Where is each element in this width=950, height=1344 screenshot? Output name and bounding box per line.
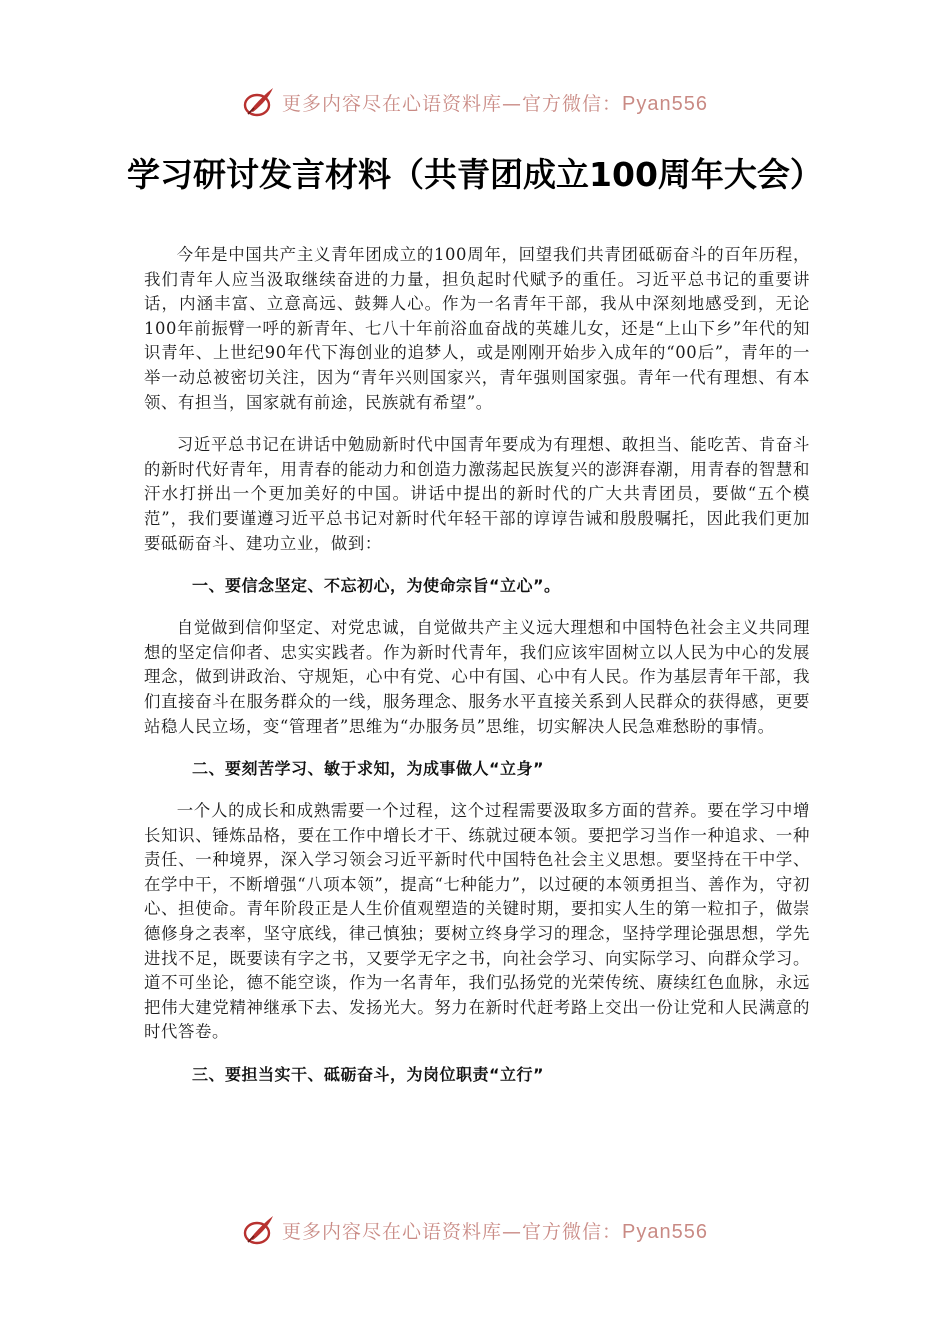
section-body-2: 一个人的成长和成熟需要一个过程，这个过程需要汲取多方面的营养。要在学习中增长知识、锤炼品格，要在工作中增长才干、练就过硬本领。要把学习当作一种追求、一种责任、一种境界，深入学习领会习近平新时代中国特色社会主义思想。要坚持在干中学、在学中干，不断增强“八项本领”，提高“七种能力”，以过硬的本领勇担当、善作为，守初心、担使命。青年阶段正是人生价值观塑造的关键时期，要扣实人生的第一粒扣子，做崇德修身之表率，坚守底线，律己慎独；要树立终身学习的理念，坚持学理论强思想，学先进找不足，既要读有字之书，又要学无字之书，向社会学习、向实际学习、向群众学习。道不可坐论，德不能空谈，作为一名青年，我们弘扬党的光荣传统、赓续红色血脉，永远把伟大建党精神继承下去、发扬光大。努力在新时代赶考路上交出一份让党和人民满意的时代答卷。 [144, 801, 810, 1042]
document-body [144, 243, 810, 1087]
section-heading-1: 一、要信念坚定、不忘初心，为使命宗旨“立心”。 [192, 576, 561, 596]
section-heading-2: 二、要刻苦学习、敏于求知，为成事做人“立身” [192, 759, 545, 779]
paragraph-intro-2: 习近平总书记在讲话中勉励新时代中国青年要成为有理想、敢担当、能吃苦、肯奋斗的新时代好青年，用青春的能动力和创造力激荡起民族复兴的澎湃春潮，用青春的智慧和汗水打拼出一个更加美好的中国。讲话中提出的新时代的广大共青团员，要做“五个模范”，我们要谨遵习近平总书记对新时代年轻干部的谆谆告诫和殷殷嘱托，因此我们更加要砥砺奋斗、建功立业，做到： [144, 435, 810, 553]
watermark-text: 更多内容尽在心语资料库—官方微信：Pyan556 [282, 1220, 708, 1243]
section-body-1: 自觉做到信仰坚定、对党忠诚，自觉做共产主义远大理想和中国特色社会主义共同理想的坚定信仰者、忠实实践者。作为新时代青年，我们应该牢固树立以人民为中心的发展理念，做到讲政治、守规矩，心中有党、心中有国、心中有人民。作为基层青年干部，我们直接奋斗在服务群众的一线，服务理念、服务水平直接关系到人民群众的获得感，更要站稳人民立场，变“管理者”思维为“办服务员”思维，切实解决人民急难愁盼的事情。 [144, 618, 810, 736]
section-heading-3: 三、要担当实干、砥砺奋斗，为岗位职责“立行” [192, 1065, 545, 1085]
quill-logo-icon [242, 85, 276, 119]
footer-watermark [0, 1210, 950, 1250]
watermark-text: 更多内容尽在心语资料库—官方微信：Pyan556 [282, 92, 708, 115]
header-watermark [0, 82, 950, 122]
document-title: 学习研讨发言材料（共青团成立100周年大会） [127, 155, 823, 194]
paragraph-intro-1: 今年是中国共产主义青年团成立的100周年，回望我们共青团砥砺奋斗的百年历程，我们青年人应当汲取继续奋进的力量，担负起时代赋予的重任。习近平总书记的重要讲话，内涵丰富、立意高远、鼓舞人心。作为一名青年干部，我从中深刻地感受到，无论100年前振臂一呼的新青年、七八十年前浴血奋战的英雄儿女，还是“上山下乡”年代的知识青年、上世纪90年代下海创业的追梦人，或是刚刚开始步入成年的“00后”，青年的一举一动总被密切关注，因为“青年兴则国家兴，青年强则国家强。青年一代有理想、有本领、有担当，国家就有前途，民族就有希望”。 [144, 245, 810, 412]
quill-logo-icon [242, 1213, 276, 1247]
